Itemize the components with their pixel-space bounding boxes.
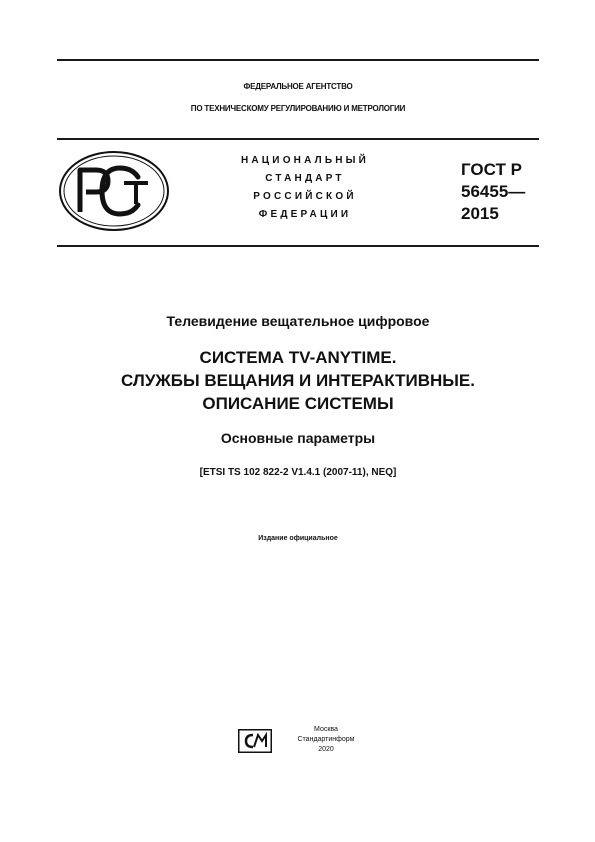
document-subtitle: Основные параметры <box>220 430 376 446</box>
gost-prefix: ГОСТ Р <box>461 160 522 179</box>
standard-type-line-3: РОССИЙСКОЙ <box>253 191 357 202</box>
agency-line-1: ФЕДЕРАЛЬНОЕ АГЕНТСТВО <box>243 82 353 91</box>
document-title-line-3: ОПИСАНИЕ СИСТЕМЫ <box>202 394 394 413</box>
standard-type-line-1: НАЦИОНАЛЬНЫЙ <box>240 155 370 166</box>
gost-number: 56455— <box>461 182 526 201</box>
header-rule-lower <box>57 245 539 247</box>
standartinform-logo-icon <box>238 729 272 753</box>
gost-year: 2015 <box>461 204 499 223</box>
standard-type-line-4: ФЕДЕРАЦИИ <box>258 209 352 220</box>
document-reference: [ETSI TS 102 822-2 V1.4.1 (2007-11), NEQ] <box>199 467 397 478</box>
edition-note: Издание официальное <box>258 535 338 542</box>
standard-type-line-2: СТАНДАРТ <box>265 173 345 184</box>
publisher-city: Москва <box>314 726 338 733</box>
header-rule-upper <box>57 138 539 140</box>
document-title-line-2: СЛУЖБЫ ВЕЩАНИЯ И ИНТЕРАКТИВНЫЕ. <box>121 371 475 390</box>
document-title-line-1: СИСТЕМА TV-ANYTIME. <box>199 348 397 367</box>
document-subject: Телевидение вещательное цифровое <box>166 313 430 329</box>
publisher-year: 2020 <box>318 746 334 753</box>
pct-certification-logo-icon <box>58 150 170 232</box>
publisher-name: Стандартинформ <box>297 736 355 743</box>
top-rule <box>57 59 539 61</box>
agency-line-2: ПО ТЕХНИЧЕСКОМУ РЕГУЛИРОВАНИЮ И МЕТРОЛОГИИ <box>190 104 406 113</box>
